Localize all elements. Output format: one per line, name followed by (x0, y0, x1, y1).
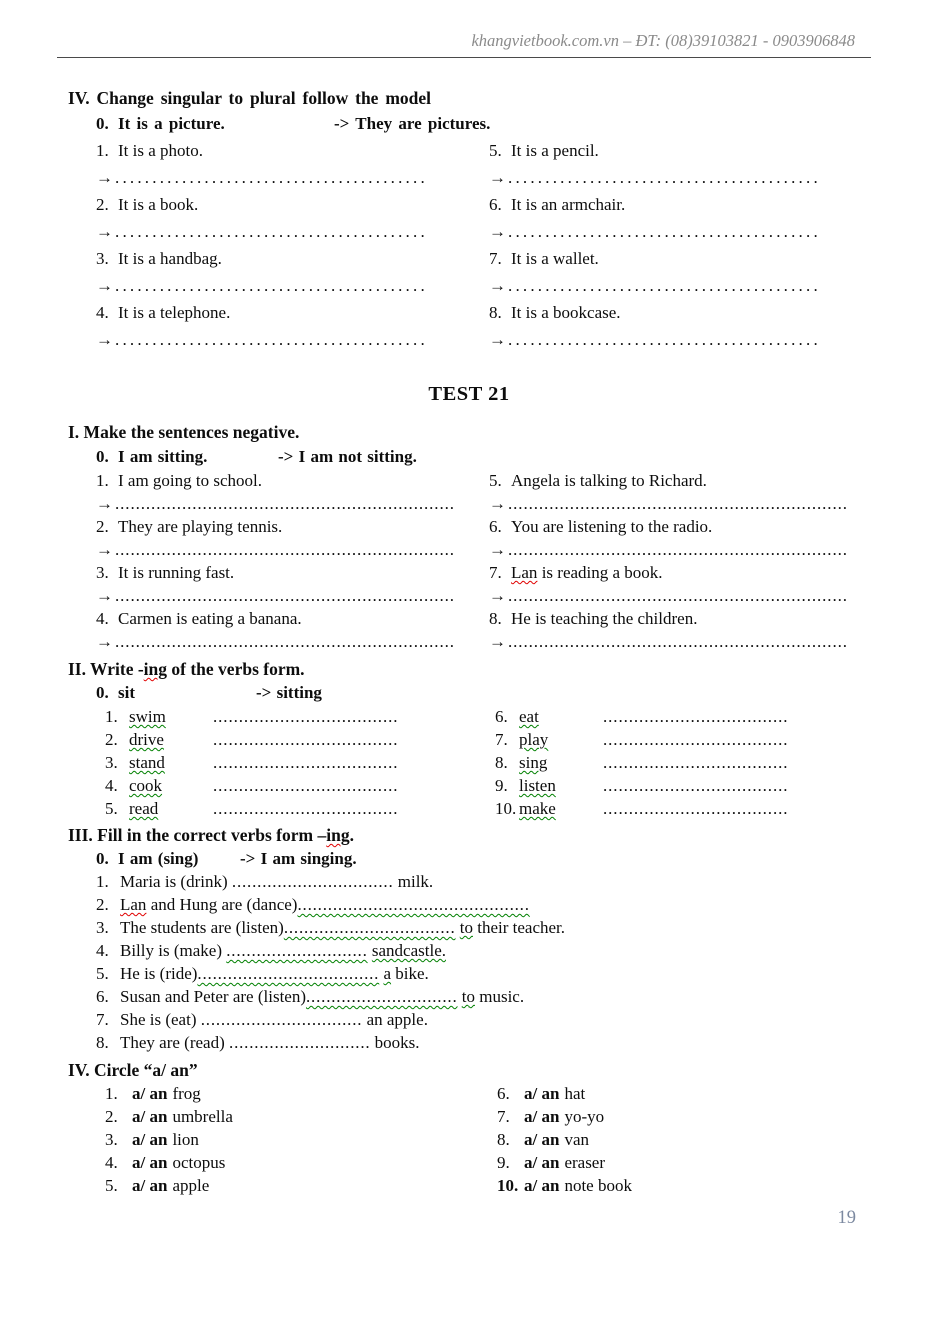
arrow-glyph: → (96, 540, 113, 559)
noun-word: apple (172, 1176, 210, 1195)
article-choice: a/ an (132, 1153, 168, 1172)
article-choice: a/ an (524, 1084, 560, 1103)
item-text: Maria is (drink) (120, 872, 232, 891)
dotted-blank: .................................................................. (115, 632, 455, 651)
dotted-blank: .................................................................. (508, 586, 848, 605)
noun-word: frog (172, 1084, 201, 1103)
item-number: 2. (96, 195, 109, 214)
item-number: 10. (497, 1176, 519, 1195)
answer-line (96, 218, 489, 245)
model-left: sit (118, 683, 135, 702)
dotted-blank: .................................................................. (508, 632, 848, 651)
exercise-cell (489, 299, 870, 353)
item-number: 4. (105, 1153, 118, 1172)
verb-word: sing (519, 753, 548, 772)
item-number: 7. (495, 730, 508, 749)
verb-word: listen (519, 776, 556, 795)
item-number: 1. (105, 1084, 118, 1103)
answer-line (489, 538, 870, 561)
arrow-glyph: → (96, 222, 113, 241)
arrow-glyph: → (96, 586, 113, 605)
item-number: 9. (497, 1153, 510, 1172)
exercise-grid (96, 469, 870, 653)
article-choice: a/ an (132, 1130, 168, 1149)
header-text: khangvietbook.com.vn – ĐT: (08)39103821 - 0903906848 (471, 31, 855, 50)
answer-line (96, 538, 489, 561)
exercise-cell (489, 137, 870, 191)
section-heading: I. Make the sentences negative. (68, 422, 300, 442)
item-text: They are playing tennis. (118, 517, 283, 536)
item-number: 10. (495, 799, 517, 818)
noun-word: note book (564, 1176, 632, 1195)
exercise-item (105, 1174, 497, 1197)
dotted-blank: .................................... (213, 730, 399, 749)
dotted-blank: ................................ (200, 1010, 363, 1029)
item-number: 3. (96, 918, 109, 937)
noun-word: umbrella (172, 1107, 233, 1126)
noun-word: eraser (564, 1153, 606, 1172)
exercise-sentence (489, 469, 870, 492)
arrow-glyph: → (489, 494, 506, 513)
item-text: is reading a book. (537, 563, 663, 582)
item-number: 6. (96, 987, 109, 1006)
item-number: 1. (96, 872, 109, 891)
exercise-cell (489, 515, 870, 561)
item-number: 6. (497, 1084, 510, 1103)
exercise-cell (489, 561, 870, 607)
arrow-glyph: → (489, 330, 506, 349)
exercise-item (96, 893, 870, 916)
dotted-blank: .......................................... (508, 222, 821, 241)
item-number: 6. (489, 517, 502, 536)
exercise-item (495, 705, 870, 728)
item-number: 3. (105, 1130, 118, 1149)
noun-word: yo-yo (564, 1107, 605, 1126)
item-number: 5. (489, 141, 502, 160)
model-left: I am sitting. (118, 447, 208, 466)
verb-word: stand (129, 753, 165, 772)
item-number: 5. (105, 1176, 118, 1195)
dotted-blank: ............................ (229, 1033, 371, 1052)
answer-line (489, 218, 870, 245)
exercise-item (105, 705, 495, 728)
item-text: He is teaching the children. (511, 609, 698, 628)
noun-word: lion (172, 1130, 199, 1149)
dotted-blank: .................................... (197, 964, 380, 983)
arrow-glyph: → (96, 276, 113, 295)
item-number: 2. (105, 1107, 118, 1126)
heading-text: III. Fill in the correct verbs form – (68, 825, 327, 845)
item-text: It is running fast. (118, 563, 235, 582)
arrow-glyph: → (489, 632, 506, 651)
dotted-blank: .......................................... (115, 222, 428, 241)
exercise-item (105, 751, 495, 774)
dotted-blank: .................................... (213, 799, 399, 818)
exercise-cell (96, 191, 489, 245)
section-heading (68, 657, 870, 681)
exercise-sentence (96, 561, 489, 584)
verb-word: read (129, 799, 159, 818)
exercise-cell (96, 515, 489, 561)
item-text: It is a handbag. (118, 249, 222, 268)
item-text: music. (474, 987, 525, 1006)
item-number: 8. (489, 303, 502, 322)
dotted-blank: .................................... (213, 753, 399, 772)
dotted-blank: .................................................................. (115, 586, 455, 605)
exercise-item (497, 1082, 870, 1105)
answer-line (489, 164, 870, 191)
dotted-blank: .............................................. (297, 895, 530, 914)
arrow-glyph: → (489, 540, 506, 559)
exercise-sentence (96, 137, 489, 164)
model-left: It is a picture. (118, 114, 225, 133)
exercise-sentence (96, 245, 489, 272)
heading-flagged-word: ing (326, 825, 350, 845)
item-number: 6. (495, 707, 508, 726)
answer-line (96, 630, 489, 653)
exercise-item (495, 751, 870, 774)
exercise-sentence (96, 191, 489, 218)
exercise-cell (96, 561, 489, 607)
dotted-blank: .................................................................. (508, 540, 848, 559)
article-choice: a/ an (132, 1176, 168, 1195)
exercise-item (497, 1105, 870, 1128)
model-example (96, 110, 870, 137)
item-text: Carmen is eating a banana. (118, 609, 302, 628)
exercise-item (96, 1008, 870, 1031)
model-answer: -> sitting (256, 683, 322, 702)
item-number: 8. (96, 1033, 109, 1052)
item-text: It is a book. (118, 195, 199, 214)
item-number: 0. (96, 447, 109, 466)
flagged-word: to (459, 918, 473, 937)
dotted-blank: .......................................... (508, 276, 821, 295)
item-number: 3. (105, 753, 118, 772)
exercise-cell (96, 469, 489, 515)
item-text: You are listening to the radio. (511, 517, 713, 536)
section-heading: IV. Change singular to plural follow the model (68, 88, 432, 108)
exercise-cell (489, 191, 870, 245)
exercise-cell (489, 607, 870, 653)
exercise-item (105, 1105, 497, 1128)
article-choice: a/ an (132, 1107, 168, 1126)
exercise-item (105, 1151, 497, 1174)
exercise-item (495, 728, 870, 751)
item-number: 8. (497, 1130, 510, 1149)
item-number: 1. (96, 141, 109, 160)
exercise-item (96, 1031, 870, 1054)
arrow-glyph: → (96, 632, 113, 651)
item-text: I am going to school. (118, 471, 263, 490)
exercise-item (96, 985, 870, 1008)
dotted-blank: .............................. (306, 987, 458, 1006)
arrow-glyph: → (489, 222, 506, 241)
exercise-cell (489, 469, 870, 515)
dotted-blank: .................................... (603, 730, 789, 749)
answer-line (96, 272, 489, 299)
exercise-sentence (96, 607, 489, 630)
article-choice: a/ an (524, 1130, 560, 1149)
page-number: 19 (837, 1208, 856, 1228)
model-left: I am (sing) (118, 849, 199, 868)
dotted-blank: .................................................................. (508, 494, 848, 513)
item-text: It is an armchair. (511, 195, 626, 214)
exercise-cell (96, 299, 489, 353)
item-text: It is a telephone. (118, 303, 231, 322)
arrow-glyph: → (96, 330, 113, 349)
verb-word: swim (129, 707, 166, 726)
exercise-item (96, 916, 870, 939)
item-number: 4. (96, 609, 109, 628)
flagged-word: sandcastle. (371, 941, 446, 960)
heading-text: . (349, 825, 354, 845)
page-content (0, 86, 928, 1197)
item-number: 2. (105, 730, 118, 749)
model-example (96, 847, 870, 870)
test-title: TEST 21 (428, 383, 510, 405)
answer-line (96, 164, 489, 191)
item-number: 3. (96, 563, 109, 582)
item-number: 0. (96, 683, 109, 702)
flagged-word: to (461, 987, 475, 1006)
exercise-sentence (96, 299, 489, 326)
dotted-blank: .................................... (603, 799, 789, 818)
item-number: 4. (96, 941, 109, 960)
answer-line (489, 492, 870, 515)
section-circle-a-an (68, 1058, 870, 1197)
item-number: 3. (96, 249, 109, 268)
exercise-sentence (489, 515, 870, 538)
arrow-glyph: → (489, 168, 506, 187)
exercise-item (96, 939, 870, 962)
article-choice: a/ an (524, 1176, 560, 1195)
exercise-item (96, 870, 870, 893)
section-write-ing (68, 657, 870, 820)
item-number: 8. (495, 753, 508, 772)
article-choice: a/ an (524, 1107, 560, 1126)
dotted-blank: .......................................... (115, 168, 428, 187)
item-text: It is a wallet. (511, 249, 599, 268)
item-number: 5. (489, 471, 502, 490)
dotted-blank: .......................................... (508, 330, 821, 349)
arrow-glyph: → (489, 586, 506, 605)
item-number: 4. (96, 303, 109, 322)
item-text: She is (eat) (120, 1010, 201, 1029)
exercise-cell (96, 245, 489, 299)
item-number: 0. (96, 114, 109, 133)
answer-line (489, 272, 870, 299)
verb-word: play (519, 730, 549, 749)
dotted-blank: .................................... (603, 776, 789, 795)
model-answer: -> They are pictures. (334, 114, 491, 133)
noun-word: van (564, 1130, 589, 1149)
item-text: an apple. (362, 1010, 428, 1029)
item-number: 5. (96, 964, 109, 983)
answer-line (489, 326, 870, 353)
dotted-blank: .................................... (213, 776, 399, 795)
item-text: Angela is talking to Richard. (511, 471, 707, 490)
exercise-cell (489, 245, 870, 299)
item-text: It is a pencil. (511, 141, 599, 160)
item-text: milk. (393, 872, 434, 891)
heading-text: of the verbs form. (167, 659, 305, 679)
section-heading: IV. Circle “a/ an” (68, 1060, 198, 1080)
verb-word: make (519, 799, 556, 818)
exercise-item (105, 728, 495, 751)
heading-flagged-word: ing (143, 659, 168, 679)
item-number: 0. (96, 849, 109, 868)
section-fill-ing (68, 823, 870, 1054)
exercise-item (495, 797, 870, 820)
dotted-blank: .................................... (603, 753, 789, 772)
item-number: 1. (96, 471, 109, 490)
exercise-item (497, 1128, 870, 1151)
arrow-glyph: → (96, 168, 113, 187)
model-example (96, 444, 870, 469)
section-make-negative (68, 420, 870, 653)
dotted-blank: ............................ (226, 941, 368, 960)
exercise-grid (96, 137, 870, 353)
exercise-sentence (489, 299, 870, 326)
arrow-glyph: → (96, 494, 113, 513)
exercise-grid (105, 1082, 870, 1197)
flagged-word: Lan (511, 563, 538, 582)
exercise-sentence (489, 607, 870, 630)
section-heading (68, 823, 870, 847)
dotted-blank: .......................................... (115, 330, 428, 349)
exercise-item (96, 962, 870, 985)
item-text: their teacher. (473, 918, 566, 937)
noun-word: hat (564, 1084, 586, 1103)
exercise-sentence (489, 245, 870, 272)
answer-line (489, 630, 870, 653)
noun-word: octopus (172, 1153, 226, 1172)
exercise-item (497, 1174, 870, 1197)
exercise-item (105, 1082, 497, 1105)
verb-word: drive (129, 730, 164, 749)
model-example (96, 681, 870, 705)
article-choice: a/ an (524, 1153, 560, 1172)
item-number: 7. (96, 1010, 109, 1029)
exercise-sentence (489, 561, 870, 584)
exercise-grid (105, 705, 870, 820)
item-text: The students are (listen) (120, 918, 284, 937)
item-number: 1. (105, 707, 118, 726)
arrow-glyph: → (489, 276, 506, 295)
model-answer: -> I am singing. (240, 849, 357, 868)
item-text: It is a photo. (118, 141, 203, 160)
model-answer: -> I am not sitting. (278, 447, 417, 466)
item-number: 4. (105, 776, 118, 795)
exercise-sentence (96, 469, 489, 492)
dotted-blank: .................................. (283, 918, 456, 937)
item-text: books. (370, 1033, 420, 1052)
article-choice: a/ an (132, 1084, 168, 1103)
exercise-item (105, 1128, 497, 1151)
answer-line (489, 584, 870, 607)
dotted-blank: ................................ (231, 872, 394, 891)
dotted-blank: .......................................... (508, 168, 821, 187)
dotted-blank: .................................... (603, 707, 789, 726)
item-number: 6. (489, 195, 502, 214)
answer-line (96, 584, 489, 607)
item-text: bike. (391, 964, 429, 983)
item-text: Billy is (make) (120, 941, 227, 960)
item-number: 9. (495, 776, 508, 795)
item-text: Susan and Peter are (listen) (120, 987, 306, 1006)
item-text: They are (read) (120, 1033, 230, 1052)
item-text: It is a bookcase. (511, 303, 621, 322)
item-number: 8. (489, 609, 502, 628)
exercise-cell (96, 137, 489, 191)
dotted-blank: .................................................................. (115, 540, 455, 559)
dotted-blank: .......................................... (115, 276, 428, 295)
page-header (0, 0, 928, 52)
exercise-item (495, 774, 870, 797)
item-number: 7. (489, 249, 502, 268)
flagged-word: Lan (120, 895, 147, 914)
item-number: 2. (96, 895, 109, 914)
exercise-sentence (489, 191, 870, 218)
verb-word: eat (519, 707, 539, 726)
heading-text: II. Write - (68, 659, 144, 679)
dotted-blank: .................................... (213, 707, 399, 726)
exercise-item (497, 1151, 870, 1174)
exercise-list (68, 870, 870, 1054)
dotted-blank: .................................................................. (115, 494, 455, 513)
item-number: 2. (96, 517, 109, 536)
flagged-word: a (383, 964, 392, 983)
exercise-item (105, 797, 495, 820)
exercise-cell (96, 607, 489, 653)
answer-line (96, 326, 489, 353)
item-number: 5. (105, 799, 118, 818)
item-text: and Hung are (dance) (146, 895, 298, 914)
section-change-plural (68, 86, 870, 353)
item-number: 7. (489, 563, 502, 582)
exercise-sentence (489, 137, 870, 164)
verb-word: cook (129, 776, 163, 795)
header-rule (57, 57, 871, 58)
exercise-sentence (96, 515, 489, 538)
item-text: He is (ride) (120, 964, 198, 983)
exercise-item (105, 774, 495, 797)
answer-line (96, 492, 489, 515)
item-number: 7. (497, 1107, 510, 1126)
